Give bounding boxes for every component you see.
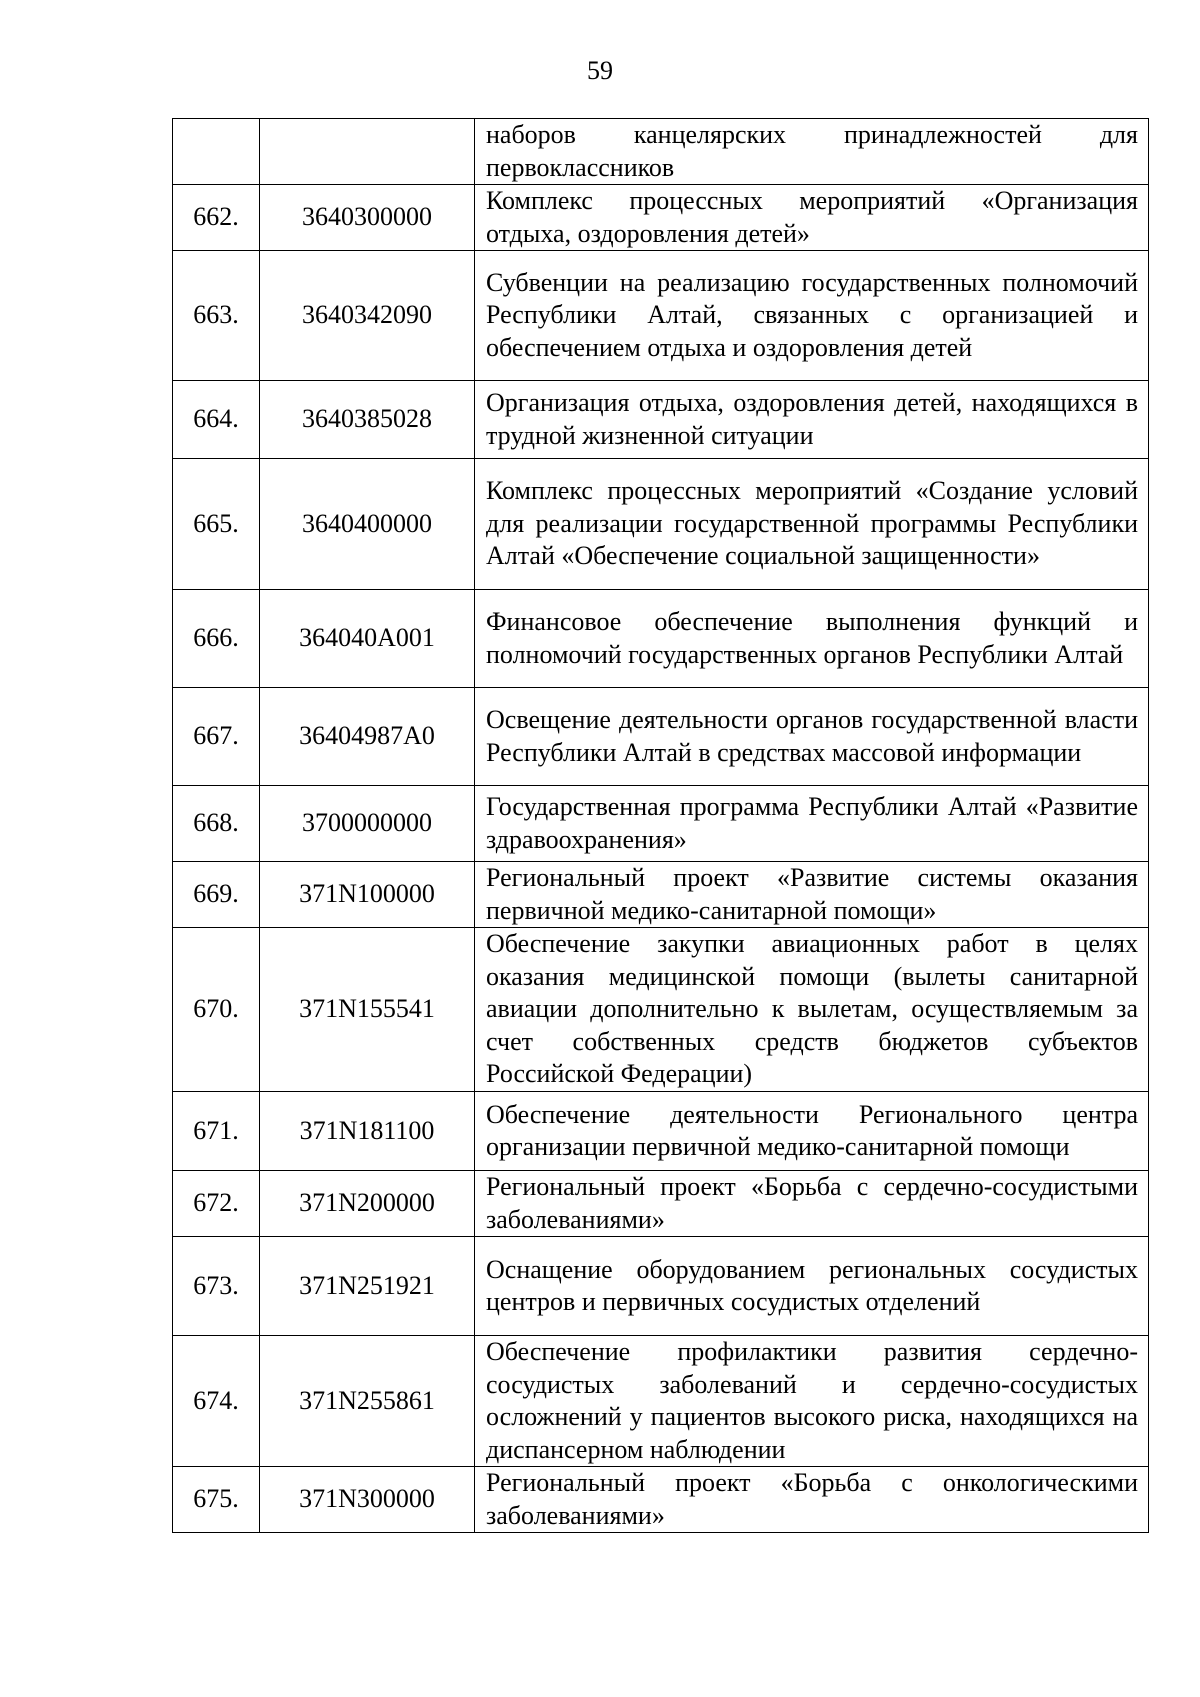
target-code-cell: 3640342090 [260,251,475,381]
row-number-cell: 675. [173,1467,260,1533]
table-row [173,1171,1149,1237]
row-number-cell: 662. [173,185,260,251]
table-row [173,1336,1149,1467]
row-number-cell: 665. [173,459,260,590]
row-name-cell: Обеспечение деятельности Регионального центра организации первичной медико-санитарной помощи [475,1092,1149,1171]
target-code-cell: 371N155541 [260,928,475,1092]
table-row [173,590,1149,688]
row-name-cell: Обеспечение профилактики развития сердечно-сосудистых заболеваний и сердечно-сосудистых осложнений у пациентов высокого риска, находящихся на диспансерном наблюдении [475,1336,1149,1467]
row-name-cell: Региональный проект «Борьба с онкологическими заболеваниями» [475,1467,1149,1533]
row-name-cell: Государственная программа Республики Алтай «Развитие здравоохранения» [475,786,1149,862]
row-name-cell: Региональный проект «Борьба с сердечно-сосудистыми заболеваниями» [475,1171,1149,1237]
target-code-cell: 371N100000 [260,862,475,928]
row-number-cell [173,119,260,185]
table-row [173,928,1149,1092]
page-number: 59 [587,56,613,85]
row-name-cell: Обеспечение закупки авиационных работ в целях оказания медицинской помощи (вылеты санитарной авиации дополнительно к вылетам, осуществляемым за счет собственных средств бюджетов субъектов Российской Федерации) [475,928,1149,1092]
target-code-cell: 3700000000 [260,786,475,862]
row-name-cell: Региональный проект «Развитие системы оказания первичной медико-санитарной помощи» [475,862,1149,928]
row-number-cell: 674. [173,1336,260,1467]
budget-table [172,118,1149,1533]
table-row [173,119,1149,185]
row-name-cell: наборов канцелярских принадлежностей для первоклассников [475,119,1149,185]
row-number-cell: 664. [173,381,260,459]
row-number-cell: 666. [173,590,260,688]
row-name-cell: Оснащение оборудованием региональных сосудистых центров и первичных сосудистых отделений [475,1237,1149,1336]
target-code-cell: 371N200000 [260,1171,475,1237]
table-row [173,1467,1149,1533]
table-row [173,459,1149,590]
row-number-cell: 673. [173,1237,260,1336]
table-row [173,1237,1149,1336]
row-name-cell: Финансовое обеспечение выполнения функций и полномочий государственных органов Республики Алтай [475,590,1149,688]
target-code-cell: 371N251921 [260,1237,475,1336]
table-row [173,1092,1149,1171]
row-number-cell: 670. [173,928,260,1092]
row-name-cell: Освещение деятельности органов государственной власти Республики Алтай в средствах массовой информации [475,688,1149,786]
row-number-cell: 667. [173,688,260,786]
target-code-cell: 371N300000 [260,1467,475,1533]
row-number-cell: 663. [173,251,260,381]
target-code-cell: 371N181100 [260,1092,475,1171]
row-name-cell: Комплекс процессных мероприятий «Создание условий для реализации государственной программы Республики Алтай «Обеспечение социальной защищенности» [475,459,1149,590]
row-name-cell: Субвенции на реализацию государственных полномочий Республики Алтай, связанных с организацией и обеспечением отдыха и оздоровления детей [475,251,1149,381]
target-code-cell: 364040А001 [260,590,475,688]
target-code-cell: 3640300000 [260,185,475,251]
row-number-cell: 669. [173,862,260,928]
table-row [173,688,1149,786]
table-row [173,862,1149,928]
table-row [173,786,1149,862]
row-number-cell: 668. [173,786,260,862]
target-code-cell: 3640400000 [260,459,475,590]
row-name-cell: Организация отдыха, оздоровления детей, находящихся в трудной жизненной ситуации [475,381,1149,459]
row-number-cell: 672. [173,1171,260,1237]
target-code-cell: 3640385028 [260,381,475,459]
table-row [173,381,1149,459]
target-code-cell: 371N255861 [260,1336,475,1467]
row-number-cell: 671. [173,1092,260,1171]
target-code-cell: 36404987А0 [260,688,475,786]
table-row [173,251,1149,381]
table-row [173,185,1149,251]
row-name-cell: Комплекс процессных мероприятий «Организация отдыха, оздоровления детей» [475,185,1149,251]
target-code-cell [260,119,475,185]
